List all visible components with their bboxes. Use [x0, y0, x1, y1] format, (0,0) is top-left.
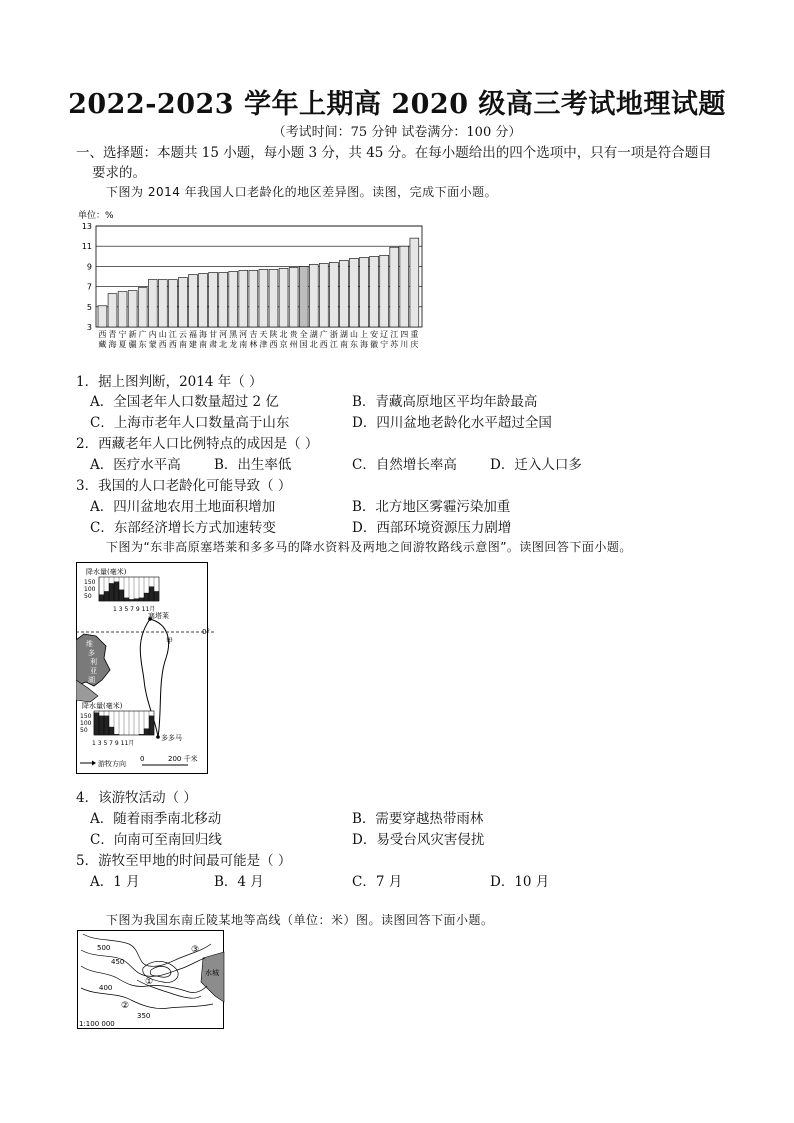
category-label: 辽 — [380, 330, 389, 339]
q2-option-d[interactable]: D．迁入人口多 — [490, 457, 582, 473]
q1-option-c[interactable]: C．上海市老年人口数量高于山东 — [90, 415, 290, 431]
category-label: 南 — [178, 340, 187, 349]
bar — [269, 269, 278, 327]
bar — [229, 271, 238, 327]
bar — [329, 262, 338, 327]
q3-option-a[interactable]: A．四川盆地农用土地面积增加 — [90, 499, 276, 515]
category-label: 甘 — [209, 330, 218, 339]
category-label: 江 — [390, 330, 399, 339]
rain-bar — [114, 734, 119, 735]
intro-contour: 下图为我国东南丘陵某地等高线（单位：米）图。读图回答下面小题。 — [106, 913, 494, 927]
section-heading-cont: 要求的。 — [92, 165, 146, 181]
bar — [259, 269, 268, 327]
category-label: 林 — [249, 340, 258, 349]
category-label: 东 — [138, 340, 147, 349]
dodoma-dot — [156, 735, 160, 739]
q4-option-b[interactable]: B．需要穿越热带雨林 — [352, 811, 484, 827]
category-label: 南 — [239, 340, 248, 349]
equator-label: 0° — [202, 628, 210, 636]
rain-bar — [99, 595, 104, 601]
category-label: 天 — [259, 330, 268, 339]
q3-option-d[interactable]: D．西部环境资源压力剧增 — [352, 520, 512, 536]
q2-stem: 2．西藏老年人口比例特点的成因是（ ） — [76, 436, 319, 452]
lake-char-2: 多 — [88, 649, 95, 657]
category-label: 北 — [309, 340, 318, 349]
y-axis-label: 单位：% — [78, 211, 114, 221]
category-label: 湖 — [339, 330, 348, 339]
category-label: 龙 — [229, 340, 238, 349]
contour-map — [77, 930, 225, 1030]
months-north: 1 3 5 7 9 11月 — [113, 606, 156, 613]
category-label: 西 — [168, 340, 177, 349]
bar — [98, 306, 107, 327]
bar — [219, 272, 228, 327]
category-label: 西 — [98, 330, 107, 339]
city-dodoma: 多多马 — [161, 734, 182, 742]
y-tick-label: 3 — [86, 323, 92, 332]
bar — [128, 291, 137, 327]
rain-bar — [129, 599, 134, 601]
bar — [108, 294, 117, 327]
rain-bar — [134, 599, 139, 601]
q2-option-a[interactable]: A．医疗水平高 — [90, 457, 181, 473]
category-label: 黑 — [229, 330, 238, 339]
rain-bar — [94, 713, 99, 735]
mark-3: ③ — [191, 945, 200, 955]
rain-bar — [104, 716, 109, 735]
contour-label-400: 400 — [99, 984, 113, 992]
category-label: 山 — [158, 330, 167, 339]
q5-option-d[interactable]: D．10 月 — [490, 874, 550, 890]
bar — [279, 268, 288, 327]
bar — [209, 272, 218, 327]
category-label: 宁 — [380, 340, 389, 349]
y-tick-label: 7 — [86, 282, 92, 292]
category-label: 全 — [299, 330, 308, 339]
category-label: 海 — [360, 340, 369, 349]
category-label: 湖 — [309, 330, 318, 339]
category-label: 蒙 — [148, 340, 157, 349]
category-label: 宁 — [118, 330, 127, 339]
contour-label-450: 450 — [111, 958, 125, 966]
rain-bar — [139, 598, 144, 601]
q1-option-d[interactable]: D．四川盆地老龄化水平超过全国 — [352, 415, 552, 431]
category-label: 疆 — [128, 340, 137, 349]
q3-stem: 3．我国的人口老龄化可能导致（ ） — [76, 478, 292, 494]
category-label: 内 — [148, 330, 157, 339]
category-label: 南 — [339, 340, 348, 349]
q3-option-c[interactable]: C．东部经济增长方式加速转变 — [90, 520, 276, 536]
map-scale: 1:100 000 — [79, 1020, 115, 1028]
legend-label: 游牧方向 — [98, 760, 126, 768]
category-label: 四 — [400, 330, 409, 339]
rain-bar — [109, 583, 114, 601]
category-label: 河 — [219, 330, 228, 339]
rain-bar — [149, 587, 154, 601]
category-label: 苏 — [390, 340, 399, 349]
q5-option-a[interactable]: A．1 月 — [90, 874, 140, 890]
q4-option-c[interactable]: C．向南可至南回归线 — [90, 832, 222, 848]
lake-char-1: 维 — [86, 640, 93, 648]
q1-option-a[interactable]: A．全国老年人口数量超过 2 亿 — [90, 394, 279, 410]
category-label: 浙 — [329, 330, 338, 339]
category-label: 京 — [279, 340, 288, 349]
category-label: 广 — [138, 330, 147, 339]
q5-option-c[interactable]: C．7 月 — [352, 874, 403, 890]
exam-info: （考试时间：75 分钟 试卷满分：100 分） — [272, 125, 522, 140]
mark-2: ② — [121, 1001, 130, 1011]
category-label: 北 — [279, 330, 288, 339]
category-label: 青 — [108, 330, 117, 339]
tick-150: 150 — [84, 579, 96, 586]
category-label: 西 — [158, 340, 167, 349]
q4-option-d[interactable]: D．易受台风灾害侵扰 — [352, 832, 485, 848]
point-jia: 甲 — [166, 637, 173, 645]
bar — [390, 247, 399, 327]
months-south: 1 3 5 7 9 11月 — [92, 740, 135, 747]
rain-bar — [119, 590, 124, 601]
category-label: 西 — [319, 340, 328, 349]
y-tick-label: 9 — [86, 262, 92, 272]
bar — [380, 255, 389, 327]
section-heading: 一、选择题：本题共 15 小题，每小题 3 分，共 45 分。在每小题给出的四个选项中，只有一项是符合题目 — [76, 145, 712, 161]
bar — [138, 288, 147, 327]
bar — [168, 280, 177, 327]
page-title: 2022-2023 学年上期高 2020 级高三考试地理试题 — [68, 89, 726, 120]
category-label: 广 — [319, 330, 328, 339]
scale-label: 200 千米 — [168, 755, 198, 763]
category-label: 陕 — [269, 330, 278, 339]
category-label: 夏 — [118, 340, 127, 349]
bar — [148, 280, 157, 327]
category-label: 南 — [199, 340, 208, 349]
scale-zero: 0 — [140, 755, 145, 763]
q1-option-b[interactable]: B．青藏高原地区平均年龄最高 — [352, 394, 538, 410]
tick-100: 100 — [84, 586, 96, 593]
category-label: 徽 — [370, 340, 379, 349]
bar — [309, 264, 318, 327]
bar — [158, 280, 167, 327]
category-label: 山 — [349, 330, 358, 339]
tick-50: 50 — [84, 593, 92, 600]
category-label: 国 — [299, 340, 308, 349]
bar — [239, 270, 248, 327]
intro-chart: 下图为 2014 年我国人口老龄化的地区差异图。读图，完成下面小题。 — [106, 185, 498, 199]
category-label: 北 — [219, 340, 228, 349]
category-label: 河 — [239, 330, 248, 339]
bar — [350, 258, 359, 327]
bar — [199, 273, 208, 327]
y-tick-label: 11 — [81, 242, 92, 252]
lake-char-5: 湖 — [88, 676, 95, 684]
y-tick-label: 5 — [86, 302, 92, 312]
category-label: 州 — [289, 340, 298, 349]
rain-bar — [149, 716, 154, 735]
lake-char-4: 亚 — [90, 667, 97, 675]
bar — [299, 266, 308, 327]
aging-chart — [76, 208, 426, 358]
category-label: 吉 — [249, 330, 258, 339]
q4-stem: 4．该游牧活动（ ） — [76, 790, 197, 806]
q1-stem: 1．据上图判断，2014 年（ ） — [76, 374, 263, 390]
contour-label-350: 350 — [137, 1012, 151, 1020]
bar — [289, 267, 298, 327]
category-label: 江 — [329, 340, 338, 349]
category-label: 安 — [370, 330, 379, 339]
bar — [400, 246, 409, 327]
rain-bar — [114, 582, 119, 601]
q4-option-a[interactable]: A．随着雨季南北移动 — [90, 811, 222, 827]
q2-option-b[interactable]: B．出生率低 — [214, 457, 292, 473]
q2-option-c[interactable]: C．自然增长率高 — [352, 457, 457, 473]
q5-option-b[interactable]: B．4 月 — [214, 874, 264, 890]
category-label: 新 — [128, 330, 137, 339]
tick-150-s: 150 — [80, 713, 92, 720]
rain-label-north: 降水量(毫米) — [86, 568, 127, 576]
bar — [370, 256, 379, 327]
category-label: 海 — [108, 340, 117, 349]
category-label: 重 — [410, 330, 419, 339]
category-label: 藏 — [98, 340, 107, 349]
rain-bar — [99, 716, 104, 735]
bar — [249, 270, 258, 327]
bar — [360, 257, 369, 327]
bar — [118, 292, 127, 327]
category-label: 川 — [400, 340, 409, 349]
mark-1: ① — [145, 977, 154, 987]
category-label: 西 — [269, 340, 278, 349]
q5-stem: 5．游牧至甲地的时间最可能是（ ） — [76, 853, 292, 869]
category-label: 云 — [178, 330, 187, 339]
category-label: 上 — [360, 330, 369, 339]
category-label: 建 — [188, 340, 197, 349]
bar — [189, 274, 198, 327]
bar — [319, 263, 328, 327]
category-label: 福 — [188, 330, 197, 339]
category-label: 海 — [199, 330, 208, 339]
intro-map: 下图为“东非高原塞塔莱和多多马的降水资料及两地之间游牧路线示意图”。读图回答下面小题。 — [106, 540, 632, 554]
bar — [340, 260, 349, 327]
lake-char-3: 利 — [90, 658, 97, 666]
rain-bar — [139, 734, 144, 735]
city-setale: 塞塔莱 — [148, 612, 169, 620]
contour-label-500: 500 — [97, 944, 111, 952]
rain-bar — [109, 727, 114, 735]
bar — [410, 238, 419, 327]
category-label: 东 — [349, 340, 358, 349]
town-label: 水城 — [205, 969, 219, 977]
tick-100-s: 100 — [80, 720, 92, 727]
bar — [179, 278, 188, 327]
category-label: 江 — [168, 330, 177, 339]
tick-50-s: 50 — [80, 727, 88, 734]
rain-bar — [124, 598, 129, 601]
category-label: 贵 — [289, 330, 298, 339]
category-label: 津 — [259, 340, 268, 349]
rain-bar — [104, 591, 109, 601]
rain-bar — [144, 729, 149, 735]
q3-option-b[interactable]: B．北方地区雾霾污染加重 — [352, 499, 511, 515]
rain-bar — [144, 593, 149, 601]
category-label: 肃 — [209, 340, 218, 349]
nomad-map — [76, 562, 216, 774]
category-label: 庆 — [410, 340, 419, 349]
y-tick-label: 13 — [81, 222, 92, 231]
rain-bar — [154, 591, 159, 601]
rain-label-south: 降水量(毫米) — [82, 702, 123, 710]
